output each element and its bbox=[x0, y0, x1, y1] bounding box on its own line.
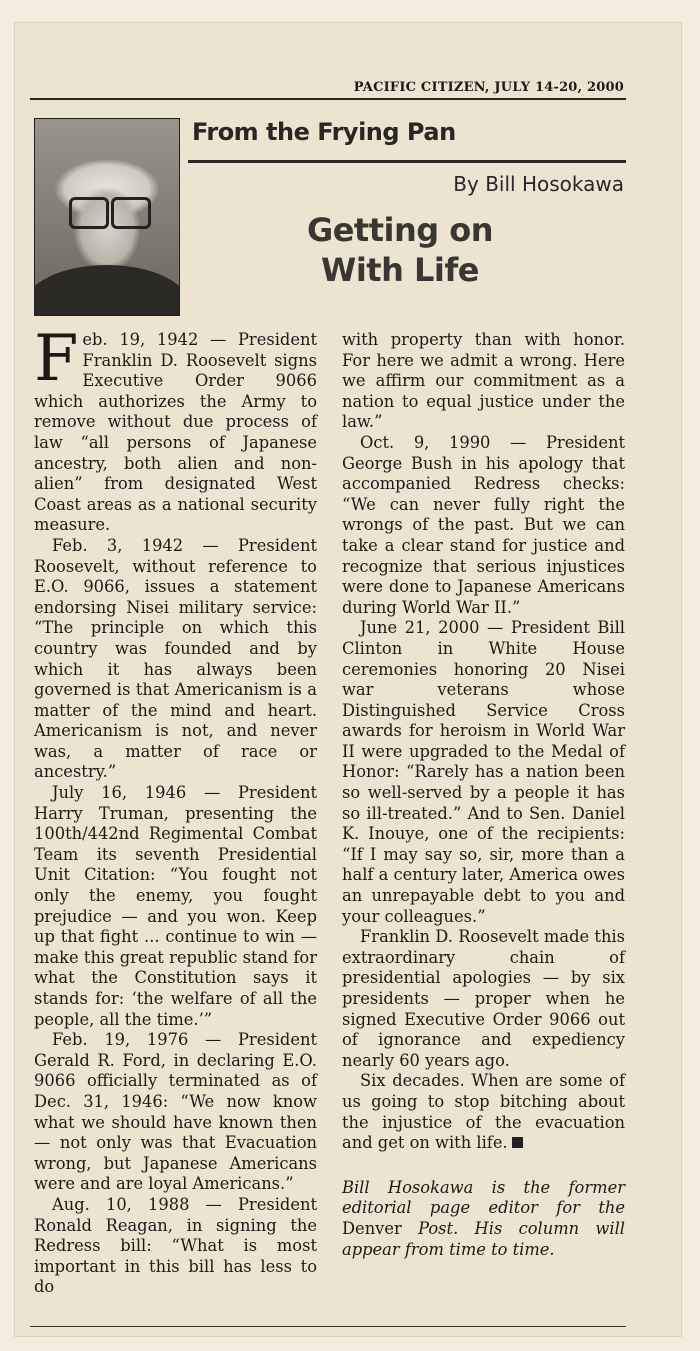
bottom-rule bbox=[30, 1326, 626, 1327]
bio-text: Bill Hosokawa is the former editorial page editor for the bbox=[342, 1177, 625, 1218]
paragraph-text: eb. 19, 1942 — President Franklin D. Roosevelt signs Executive Order 9066 which authorizes the Army to remove without due process of law “all persons of Japanese ancestry, both alien and non-alien” from designated West Coast areas as a national security measure. bbox=[34, 330, 317, 535]
headline bbox=[270, 210, 530, 290]
paragraph: July 16, 1946 — President Harry Truman, presenting the 100th/442nd Regimental Combat Team its seventh Presidential Unit Citation: “You fought not only the enemy, you fought prejudice — and you won. Keep up that fight ... continue to win — make this great republic stand for what the Constitution says it stands for: ‘the welfare of all the people, all the time.’” bbox=[34, 783, 317, 1029]
bio-text: Denver bbox=[342, 1218, 402, 1238]
shoulder-shape bbox=[34, 265, 180, 316]
paragraph: June 21, 2000 — President Bill Clinton in White House ceremonies honoring 20 Nisei war veterans whose Distinguished Service Cross awards for heroism in World War II were upgraded to the Medal of Honor: “Rarely has a nation been so well-served by a people it has so ill-treated.” And to Sen. Daniel K. Inouye, one of the recipients: “If I may say so, sir, more than a half a century later, America owes an unrepayable debt to you and your colleagues.” bbox=[342, 618, 625, 926]
paragraph: Oct. 9, 1990 — President George Bush in his apology that accompanied Redress checks: “We can never fully right the wrongs of the past. But we can take a clear stand for justice and recognize that serious injustices were done to Japanese Americans during World War II.” bbox=[342, 432, 625, 617]
paragraph: Feb. 3, 1942 — President Roosevelt, without reference to E.O. 9066, issues a statement endorsing Nisei military service: “The principle on which this country was founded and by which it has always been governed is that Americanism is a matter of the mind and heart. Americanism is not, and never was, a matter of race or ancestry.” bbox=[34, 535, 317, 782]
author-bio bbox=[342, 1178, 625, 1260]
end-mark-icon bbox=[512, 1137, 523, 1148]
paragraph: with property than with honor. For here we admit a wrong. Here we affirm our commitment as a nation to equal justice under the law.” bbox=[342, 330, 625, 432]
top-rule bbox=[30, 98, 626, 100]
paragraph bbox=[34, 322, 317, 536]
left-column bbox=[34, 322, 317, 1298]
masthead: PACIFIC CITIZEN, JULY 14-20, 2000 bbox=[353, 80, 624, 95]
headline-line-1: Getting on bbox=[306, 211, 494, 249]
paragraph bbox=[342, 1071, 625, 1153]
headline-line-2: With Life bbox=[321, 251, 479, 289]
column-name: From the Frying Pan bbox=[192, 118, 456, 146]
paragraph: Feb. 19, 1976 — President Gerald R. Ford, in declaring E.O. 9066 officially terminated as of Dec. 31, 1946: “We now know what we should have known then — not only was that Evacuation wrong, but Japanese Americans were and are loyal Americans.” bbox=[34, 1030, 317, 1194]
bio-text: His column will appear from time to time. bbox=[342, 1218, 625, 1259]
paragraph-text: Six decades. When are some of us going to stop bitching about the injustice of the evacuation and get on with life. bbox=[342, 1071, 625, 1153]
bio-text: Post. bbox=[401, 1218, 475, 1238]
paragraph: Aug. 10, 1988 — President Ronald Reagan, in signing the Redress bill: “What is most important in this bill has less to do bbox=[34, 1194, 317, 1297]
right-column bbox=[342, 330, 625, 1260]
byline: By Bill Hosokawa bbox=[453, 172, 624, 196]
paragraph: Franklin D. Roosevelt made this extraordinary chain of presidential apologies — by six presidents — proper when he signed Executive Order 9066 out of ignorance and expediency nearly 60 years ago. bbox=[342, 927, 625, 1070]
author-photo bbox=[34, 118, 180, 316]
glasses-icon bbox=[65, 197, 149, 225]
drop-cap: F bbox=[34, 322, 79, 396]
title-rule bbox=[188, 160, 626, 163]
